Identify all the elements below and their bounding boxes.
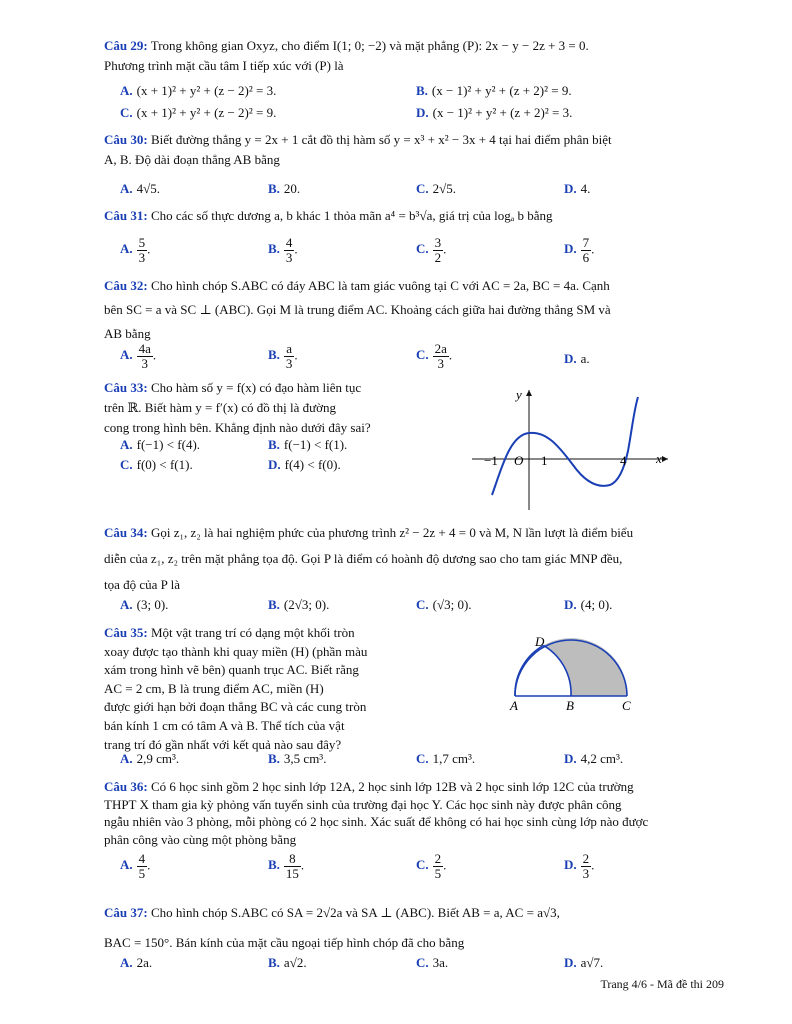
question-text-line2: bên SC = a và SC ⊥ (ABC). Gọi M là trung điểm AC. Khoảng cách giữa hai đường thẳng SM và (104, 302, 611, 317)
question-text-line3: ngẫu nhiên vào 3 phòng, mỗi phòng có 2 học sinh. Xác suất để không có hai học sinh cùng lớp nào được (104, 814, 649, 830)
fraction (581, 852, 592, 881)
question-text: Cho các số thực dương a, b khác 1 thỏa mãn a⁴ = b³√a, giá trị của logₐ b bằng (150, 208, 553, 223)
option-label: C. (416, 597, 429, 612)
numerator: 8 (284, 852, 301, 867)
option-text: 3,5 cm³. (283, 751, 327, 766)
option-text: (√3; 0). (432, 597, 472, 612)
question-text-line2: A, B. Độ dài đoạn thẳng AB bằng (104, 152, 280, 167)
option-label: B. (268, 597, 280, 612)
fraction (137, 342, 153, 371)
option-text: a. (580, 351, 590, 366)
point-c-label: C (622, 698, 631, 713)
option-d[interactable] (564, 750, 623, 768)
option-label: C. (120, 105, 133, 120)
option-b[interactable]: B. $\frac{4}{3}$ . (268, 235, 298, 265)
option-label: B. (268, 347, 280, 363)
option-b[interactable] (268, 596, 329, 614)
option-text: 4. (580, 181, 591, 196)
option-text: 2a. (136, 955, 153, 970)
option-label: A. (120, 955, 133, 970)
option-label: D. (564, 751, 577, 766)
tick-label-4: 4 (620, 453, 627, 468)
option-text: f(−1) < f(4). (136, 437, 201, 452)
option-b[interactable]: B. $\frac{a}{3}$ . (268, 341, 298, 371)
question-text: Trong không gian Oxyz, cho điểm I(1; 0; −2) và mặt phẳng (P): 2x − y − 2z + 3 = 0. (150, 38, 589, 53)
option-label: B. (268, 181, 280, 196)
denominator: 3 (582, 866, 590, 881)
question-text-line4: phân công vào cùng một phòng bằng (104, 831, 297, 847)
question-text-line5: được giới hạn bởi đoạn thẳng BC và các cung tròn (104, 699, 367, 715)
fraction (581, 236, 592, 265)
question-text: Có 6 học sinh gồm 2 học sinh lớp 12A, 2 học sinh lớp 12B và 2 học sinh lớp 12C của trường (150, 779, 634, 794)
option-text: f(0) < f(1). (136, 457, 193, 472)
arc-left (515, 645, 544, 696)
option-c[interactable] (416, 596, 472, 614)
numerator: 2 (434, 851, 442, 866)
question-text-line4: AC = 2 cm, B là trung điểm AC, miền (H) (104, 680, 324, 696)
option-d[interactable]: D. $\frac{7}{6}$ . (564, 235, 595, 265)
option-c[interactable] (416, 180, 456, 198)
question-text-line3: tọa độ của P là (104, 577, 181, 592)
option-b[interactable]: B. $\frac{8}{15}$ . (268, 851, 305, 881)
question-label: Câu 36: (104, 779, 148, 794)
question-36 (104, 778, 724, 848)
option-label: A. (120, 241, 133, 257)
option-a[interactable] (120, 436, 200, 454)
question-29 (104, 36, 724, 76)
question-text-line2: trên ℝ. Biết hàm y = f′(x) có đồ thị là đường (104, 400, 337, 415)
numerator: a (284, 342, 295, 357)
option-a[interactable] (120, 750, 179, 768)
point-b-label: B (566, 698, 574, 713)
question-label: Câu 30: (104, 132, 148, 147)
option-b[interactable] (268, 954, 307, 972)
denominator: 15 (285, 866, 299, 881)
option-c[interactable] (416, 954, 448, 972)
fraction (433, 236, 444, 265)
question-text-line2: xoay được tạo thành khi quay miền (H) (phần màu (104, 643, 368, 659)
denominator: 3 (285, 250, 293, 265)
option-a[interactable] (120, 82, 276, 100)
option-d[interactable] (268, 456, 341, 474)
page-footer: Trang 4/6 - Mã đề thi 209 (600, 977, 724, 991)
option-d[interactable] (416, 104, 572, 122)
option-b[interactable] (416, 82, 572, 100)
question-text-line2: THPT X tham gia kỳ phỏng vấn tuyển sinh của trường đại học Y. Các học sinh này được phân công (104, 796, 622, 812)
denominator: 3 (138, 250, 146, 265)
option-text: (x − 1)² + y² + (z + 2)² = 9. (431, 83, 572, 98)
option-b[interactable] (268, 436, 347, 454)
fraction (137, 236, 148, 265)
option-text: 2√5. (432, 181, 457, 196)
denominator: 3 (141, 356, 149, 371)
numerator: 4a (138, 341, 151, 356)
tick-label-1: 1 (541, 453, 548, 468)
option-label: C. (416, 857, 429, 873)
option-label: D. (268, 457, 281, 472)
question-text-line7: trang trí đó gần nhất với kết quả nào sau đây? (104, 736, 342, 752)
option-label: D. (564, 955, 577, 970)
option-text: 4√5. (136, 181, 161, 196)
denominator: 2 (434, 250, 442, 265)
question-label: Câu 37: (104, 905, 148, 920)
question-37 (104, 898, 724, 958)
question-35 (104, 624, 410, 754)
option-a[interactable]: A. $\frac{4a}{3}$ . (120, 341, 157, 371)
question-text: Gọi z₁, z₂ là hai nghiệm phức của phương trình z² − 2z + 4 = 0 và M, N lần lượt là điểm biểu (150, 525, 634, 540)
option-text: 2,9 cm³. (136, 751, 180, 766)
fraction (433, 852, 444, 881)
question-label: Câu 32: (104, 278, 148, 293)
y-axis-label: y (516, 387, 522, 402)
option-label: D. (564, 597, 577, 612)
numerator: 4 (285, 235, 293, 250)
option-label: D. (564, 181, 577, 196)
option-label: C. (416, 751, 429, 766)
option-label: C. (416, 241, 429, 257)
question-34 (104, 520, 724, 598)
question-text: Một vật trang trí có dạng một khối tròn (150, 625, 355, 640)
option-text: (3; 0). (136, 597, 169, 612)
option-label: A. (120, 347, 133, 363)
numerator: 4 (138, 851, 146, 866)
option-label: C. (416, 181, 429, 196)
option-label: B. (268, 857, 280, 873)
question-text: Cho hình chóp S.ABC có SA = 2√2a và SA ⊥ (ABC). Biết AB = a, AC = a√3, (150, 905, 560, 920)
option-text: 3a. (432, 955, 449, 970)
question-text-line3: cong trong hình bên. Khẳng định nào dưới đây sai? (104, 420, 371, 435)
option-text: f(−1) < f(1). (283, 437, 348, 452)
question-text: Biết đường thẳng y = 2x + 1 cắt đồ thị hàm số y = x³ + x² − 3x + 4 tại hai điểm phân biệt (150, 132, 612, 147)
option-d[interactable] (564, 350, 590, 368)
question-text-line2: diễn của z₁, z₂ trên mặt phẳng tọa độ. Gọi P là điểm có hoành độ dương sao cho tam giác MNP đều, (104, 551, 623, 566)
numerator: 2 (582, 851, 590, 866)
option-text: (x + 1)² + y² + (z − 2)² = 3. (136, 83, 277, 98)
denominator: 5 (434, 866, 442, 881)
option-d[interactable]: D. $\frac{2}{3}$ . (564, 851, 595, 881)
option-label: B. (416, 83, 428, 98)
option-label: B. (268, 955, 280, 970)
option-label: A. (120, 751, 133, 766)
option-a[interactable] (120, 954, 152, 972)
option-label: B. (268, 437, 280, 452)
fraction (284, 236, 295, 265)
option-a[interactable]: A. $\frac{5}{3}$ . (120, 235, 151, 265)
denominator: 3 (437, 356, 445, 371)
option-label: A. (120, 181, 133, 196)
denominator: 6 (582, 250, 590, 265)
option-text: (4; 0). (580, 597, 613, 612)
option-label: A. (120, 857, 133, 873)
option-text: 20. (283, 181, 301, 196)
revolution-figure (505, 630, 640, 720)
option-a[interactable] (120, 180, 160, 198)
option-label: D. (564, 351, 577, 366)
question-label: Câu 31: (104, 208, 148, 223)
option-b[interactable] (268, 180, 300, 198)
fraction (137, 852, 148, 881)
denominator: 5 (138, 866, 146, 881)
option-label: A. (120, 437, 133, 452)
option-text: (x + 1)² + y² + (z − 2)² = 9. (136, 105, 277, 120)
question-text: Cho hàm số y = f(x) có đạo hàm liên tục (150, 380, 362, 395)
option-c[interactable] (120, 104, 276, 122)
question-31 (104, 206, 724, 226)
option-label: C. (416, 955, 429, 970)
option-text: f(4) < f(0). (284, 457, 341, 472)
question-30 (104, 130, 724, 170)
option-label: B. (268, 241, 280, 257)
option-text: (x − 1)² + y² + (z + 2)² = 3. (432, 105, 573, 120)
question-text-line3: xám trong hình vẽ bên) quanh trục AC. Biết rằng (104, 662, 359, 678)
question-label: Câu 29: (104, 38, 148, 53)
option-label: C. (416, 347, 429, 363)
option-d[interactable] (564, 954, 603, 972)
numerator: 7 (582, 235, 590, 250)
region-h (544, 638, 628, 696)
option-label: D. (564, 857, 577, 873)
fraction (284, 342, 295, 371)
option-text: a√7. (580, 955, 604, 970)
derivative-graph (470, 385, 680, 515)
question-label: Câu 35: (104, 625, 148, 640)
option-label: C. (120, 457, 133, 472)
point-d-label: D (535, 634, 545, 649)
question-label: Câu 34: (104, 525, 148, 540)
point-a-label: A (510, 698, 518, 713)
option-label: A. (120, 597, 133, 612)
option-label: D. (416, 105, 429, 120)
option-c[interactable] (416, 750, 475, 768)
option-label: A. (120, 83, 133, 98)
option-text: 4,2 cm³. (580, 751, 624, 766)
fraction (284, 852, 301, 881)
option-b[interactable] (268, 750, 326, 768)
question-32 (104, 274, 724, 346)
option-text: (2√3; 0). (283, 597, 330, 612)
derivative-curve (492, 397, 638, 495)
question-text-line2: BAC = 150°. Bán kính của mặt cầu ngoại tiếp hình chóp đã cho bằng (104, 935, 465, 950)
denominator: 3 (285, 356, 293, 371)
option-c[interactable]: C. $\frac{2a}{3}$ . (416, 341, 453, 371)
numerator: 5 (138, 235, 146, 250)
question-label: Câu 33: (104, 380, 148, 395)
option-a[interactable]: A. $\frac{4}{5}$ . (120, 851, 151, 881)
option-d[interactable] (564, 180, 590, 198)
question-text-line3: AB bằng (104, 326, 151, 341)
option-c[interactable]: C. $\frac{3}{2}$ . (416, 235, 447, 265)
x-axis-label: x (656, 451, 662, 466)
numerator: 3 (434, 235, 442, 250)
question-33 (104, 378, 414, 438)
option-d[interactable] (564, 596, 612, 614)
option-label: B. (268, 751, 280, 766)
option-text: a√2. (283, 955, 307, 970)
fraction (433, 342, 449, 371)
origin-label: O (514, 453, 524, 468)
option-a[interactable] (120, 596, 168, 614)
option-label: D. (564, 241, 577, 257)
question-text-line6: bán kính 1 cm có tâm A và B. Thể tích của vật (104, 717, 345, 733)
question-text-line2: Phương trình mặt cầu tâm I tiếp xúc với (P) là (104, 58, 344, 73)
option-text: 1,7 cm³. (432, 751, 476, 766)
question-text: Cho hình chóp S.ABC có đáy ABC là tam giác vuông tại C với AC = 2a, BC = 4a. Cạnh (150, 278, 610, 293)
option-c[interactable] (120, 456, 193, 474)
tick-label-neg1: −1 (484, 453, 498, 468)
numerator: 2a (434, 341, 447, 356)
option-c[interactable]: C. $\frac{2}{5}$ . (416, 851, 447, 881)
